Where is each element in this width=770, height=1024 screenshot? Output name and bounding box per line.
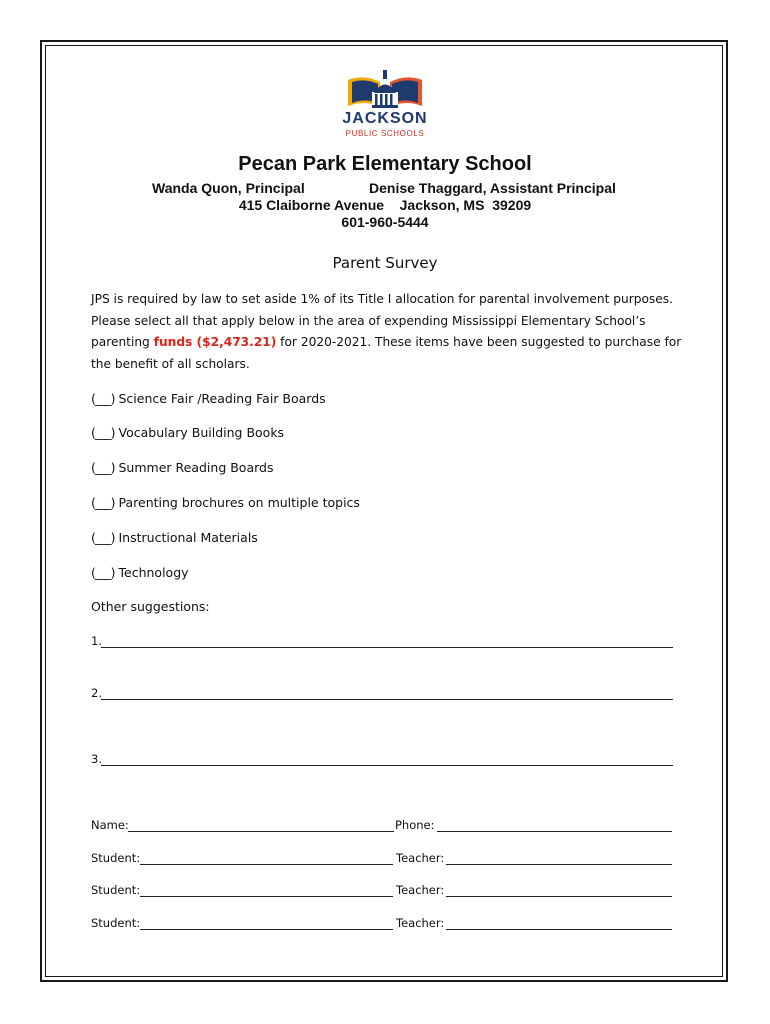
option-checkbox-blank[interactable]: (___): [91, 391, 115, 406]
student-field[interactable]: [140, 896, 393, 897]
teacher-field[interactable]: [446, 896, 672, 897]
student-field[interactable]: [140, 864, 393, 865]
option-row[interactable]: [91, 565, 189, 580]
option-label: Vocabulary Building Books: [118, 425, 285, 440]
intro-text-end: for 2020-2021. These items have been suggested to purchase for the benefit of all scholars.: [91, 335, 682, 371]
intro-funds-highlight: funds ($2,473.21): [153, 335, 277, 349]
student-label: Student:: [91, 883, 141, 897]
suggestion-number: 1.: [91, 634, 102, 648]
school-name: Pecan Park Elementary School: [238, 153, 532, 175]
school-phone: 601-960-5444: [341, 214, 429, 230]
option-row[interactable]: [91, 391, 326, 406]
logo-subtext: PUBLIC SCHOOLS: [345, 129, 425, 138]
option-checkbox-blank[interactable]: (___): [91, 425, 115, 440]
suggestion-number: 2.: [91, 686, 102, 700]
student-label: Student:: [91, 851, 141, 865]
option-checkbox-blank[interactable]: (___): [91, 495, 115, 510]
teacher-label: Teacher:: [396, 883, 445, 897]
option-row[interactable]: [91, 530, 258, 545]
option-label: Instructional Materials: [118, 530, 258, 545]
name-field[interactable]: [128, 831, 394, 832]
student-label: Student:: [91, 916, 141, 930]
intro-text: JPS is required by law to set aside 1% of its Title I allocation for parental involvement purposes. Please select all that apply below in the area of expending Mississippi Elementary School’s parenting: [91, 292, 673, 349]
phone-label: Phone:: [395, 818, 435, 832]
capitol-book-icon: [322, 66, 448, 110]
survey-title: Parent Survey: [332, 254, 438, 272]
student-field[interactable]: [140, 929, 393, 930]
teacher-field[interactable]: [446, 929, 672, 930]
option-checkbox-blank[interactable]: (___): [91, 530, 115, 545]
option-label: Technology: [118, 565, 189, 580]
principal-name: Wanda Quon, Principal: [152, 180, 305, 196]
option-checkbox-blank[interactable]: (___): [91, 460, 115, 475]
suggestion-line-1[interactable]: [101, 647, 673, 648]
option-checkbox-blank[interactable]: (___): [91, 565, 115, 580]
logo-text: JACKSON: [342, 110, 428, 127]
option-row[interactable]: [91, 495, 360, 510]
phone-field[interactable]: [437, 831, 672, 832]
option-label: Summer Reading Boards: [118, 460, 274, 475]
option-label: Science Fair /Reading Fair Boards: [118, 391, 326, 406]
school-address: 415 Claiborne Avenue Jackson, MS 39209: [238, 197, 532, 213]
suggestion-line-2[interactable]: [101, 699, 673, 700]
name-label: Name:: [91, 818, 129, 832]
assistant-principal-name: Denise Thaggard, Assistant Principal: [369, 180, 616, 196]
teacher-label: Teacher:: [396, 916, 445, 930]
teacher-label: Teacher:: [396, 851, 445, 865]
suggestion-line-3[interactable]: [101, 765, 673, 766]
suggestion-number: 3.: [91, 752, 102, 766]
survey-intro: [91, 289, 691, 375]
option-row[interactable]: [91, 460, 273, 475]
teacher-field[interactable]: [446, 864, 672, 865]
option-label: Parenting brochures on multiple topics: [118, 495, 360, 510]
option-row[interactable]: [91, 425, 284, 440]
jackson-public-schools-logo: [322, 66, 448, 144]
other-suggestions-label: Other suggestions:: [91, 599, 210, 614]
